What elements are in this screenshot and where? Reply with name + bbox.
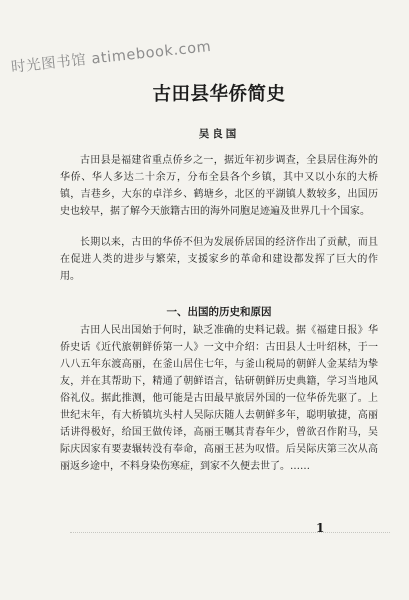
watermark-text: 时光图书馆 atimebook.com: [10, 38, 213, 76]
paragraph-intro: 古田县是福建省重点侨乡之一，据近年初步调查，全县居住海外的华侨、华人多达二十余万，分布全县各个乡镇，其中又以小东的大桥镇，吉巷乡，大东的卓洋乡、鹤塘乡，北区的平湖镇人数较多，出国历史也较早，据了解今天旅籍古田的海外同胞足迹遍及世界几十个国家。: [60, 155, 378, 217]
page-number: 1: [316, 521, 325, 535]
bottom-divider: [70, 532, 390, 533]
paragraph-contribution: 长期以来，古田的华侨不但为发展侨居国的经济作出了贡献，而且在促进人类的进步与繁荣，支援家乡的革命和建设都发挥了巨大的作用。: [60, 237, 378, 282]
paragraph-history: 古田人民出国始于何时，缺乏准确的史料记载。据《福建日报》华侨史话《近代旅朝鲜侨第一人》一文中介绍：古田县人士叶绍林，于一八八五年东渡高丽，在釜山居住七年，与釜山税局的朝鲜人金某结为挚友，并在其帮助下，精通了朝鲜语言，钻研朝鲜历史典籍，学习当地风俗礼仪。据此推测，他可能是古田最早旅居外国的一位华侨先驱了。上世纪末年，有大桥镇坑头村人吴际庆随人去朝鲜多年，聪明敏捷，高丽话讲得极好，给国王做传译，高丽王嘱其青春年少，曾欲召作附马，吴际庆因家有要妻辗转没有奉命，高丽王甚为叹惜。后吴际庆第三次从高丽返乡途中，不料身染伤寒症，到家不久便去世了。……: [60, 325, 378, 472]
author-name: 吴良国: [198, 128, 240, 140]
section-heading: 一、出国的历史和原因: [166, 306, 272, 318]
document-title: 古田县华侨简史: [152, 84, 286, 105]
